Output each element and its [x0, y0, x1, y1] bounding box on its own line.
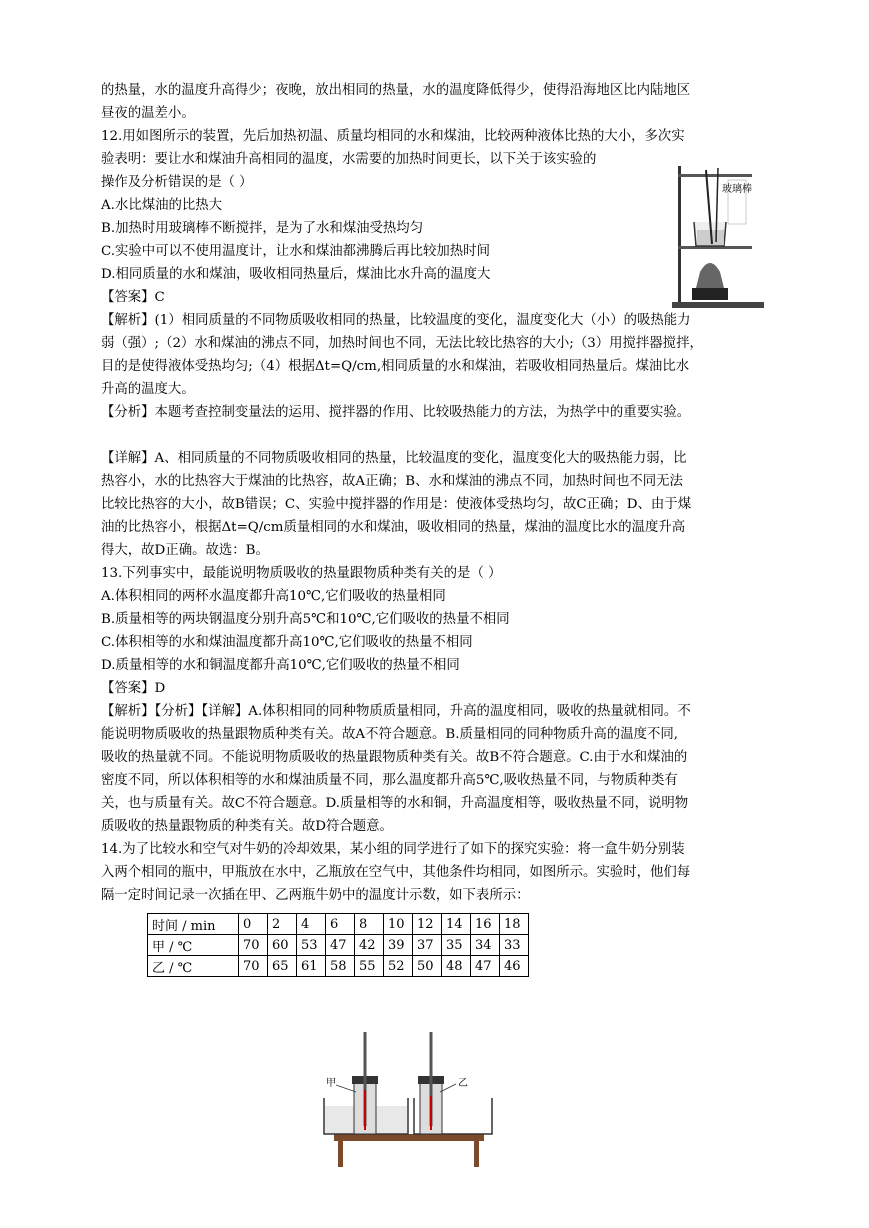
analysis: 【解析】(1）相同质量的不同物质吸收相同的热量，比较温度的变化，温度变化大（小）的吸热能力 — [101, 313, 691, 328]
text-line: 吸收的热量就不同。不能说明物质吸收的热量跟物质种类有关。故B不符合题意。C.由于水和煤油的 — [101, 750, 688, 765]
table-cell: 47 — [471, 956, 500, 977]
table-cell: 33 — [500, 935, 529, 956]
table-row — [148, 956, 529, 977]
table-cell: 18 — [500, 914, 529, 935]
table-cell: 8 — [355, 914, 384, 935]
text-line: 弱（强）;（2）水和煤油的沸点不同，加热时间也不同，无法比较比热容的大小;（3）用搅拌器搅拌， — [101, 336, 703, 351]
text-line: 的热量，水的温度升高得少；夜晚，放出相同的热量，水的温度降低得少，使得沿海地区比内陆地区 — [101, 83, 691, 98]
text-line: 隔一定时间记录一次插在甲、乙两瓶牛奶中的温度计示数，如下表所示： — [101, 888, 530, 903]
text-line: 验表明：要让水和煤油升高相同的温度，水需要的加热时间更长，以下关于该实验的 — [101, 152, 597, 167]
table-cell: 70 — [239, 956, 268, 977]
text-line: 升高的温度大。 — [101, 382, 195, 397]
table-cell: 60 — [268, 935, 297, 956]
answer: 【答案】C — [101, 290, 165, 305]
text-line: 热容小，水的比热容大于煤油的比热容，故A正确；B、水和煤油的沸点不同，加热时间也不同无法 — [101, 474, 683, 489]
table-cell: 35 — [442, 935, 471, 956]
analysis: 【解析】【分析】【详解】A.体积相同的同种物质质量相同，升高的温度相同，吸收的热量就相同。不 — [101, 704, 691, 719]
option-c: C.体积相等的水和煤油温度都升高10℃,它们吸收的热量不相同 — [101, 635, 473, 650]
option-a: A.体积相同的两杯水温度都升高10℃,它们吸收的热量相同 — [101, 589, 446, 604]
text-line: 能说明物质吸收的热量跟物质种类有关。故A不符合题意。B.质量相同的同种物质升高的温度不同, — [101, 727, 679, 742]
temperature-table — [147, 913, 529, 977]
table-cell: 34 — [471, 935, 500, 956]
table-cell: 65 — [268, 956, 297, 977]
figure-label: 甲 — [326, 1078, 336, 1089]
table-cell: 0 — [239, 914, 268, 935]
table-cell: 16 — [471, 914, 500, 935]
question-12-stem: 12.用如图所示的装置，先后加热初温、质量均相同的水和煤油，比较两种液体比热的大小，多次实 — [101, 129, 685, 144]
table-cell: 39 — [384, 935, 413, 956]
question-13-stem: 13.下列事实中，最能说明物质吸收的热量跟物质种类有关的是（ ） — [101, 566, 502, 581]
option-d: D.质量相等的水和铜温度都升高10℃,它们吸收的热量不相同 — [101, 658, 460, 673]
detail: 【详解】A、相同质量的不同物质吸收相同的热量，比较温度的变化，温度变化大的吸热能力弱，比 — [101, 451, 687, 466]
option-c: C.实验中可以不使用温度计，让水和煤油都沸腾后再比较加热时间 — [101, 244, 490, 259]
text-line: 比较比热容的大小，故B错误；C、实验中搅拌器的作用是：使液体受热均匀，故C正确；D、由于煤 — [101, 497, 692, 512]
table-cell: 47 — [326, 935, 355, 956]
text-line: 昼夜的温差小。 — [101, 106, 195, 121]
table-cell: 52 — [384, 956, 413, 977]
text-line: 油的比热容小，根据Δt=Q/cm质量相同的水和煤油，吸收相同的热量，煤油的温度比水的温度升高 — [101, 520, 686, 535]
table-cell: 42 — [355, 935, 384, 956]
table-row — [148, 914, 529, 935]
text-line: 得大，故D正确。故选：B。 — [101, 543, 269, 558]
row-header: 时间 / min — [148, 914, 239, 935]
row-header: 甲 / ℃ — [148, 935, 239, 956]
option-d: D.相同质量的水和煤油，吸收相同热量后，煤油比水升高的温度大 — [101, 267, 491, 282]
table-cell: 55 — [355, 956, 384, 977]
heating-apparatus-figure — [672, 162, 764, 312]
option-a: A.水比煤油的比热大 — [101, 198, 223, 213]
milk-cooling-figure — [316, 1030, 496, 1170]
row-header: 乙 / ℃ — [148, 956, 239, 977]
table-cell: 6 — [326, 914, 355, 935]
table-cell: 70 — [239, 935, 268, 956]
table-cell: 61 — [297, 956, 326, 977]
option-b: B.质量相等的两块钢温度分别升高5℃和10℃,它们吸收的热量不相同 — [101, 612, 510, 627]
figure-label: 乙 — [458, 1078, 468, 1089]
option-b: B.加热时用玻璃棒不断搅拌，是为了水和煤油受热均匀 — [101, 221, 424, 236]
figure-label: 玻璃棒 — [722, 184, 752, 195]
table-cell: 46 — [500, 956, 529, 977]
table-cell: 53 — [297, 935, 326, 956]
table-cell: 4 — [297, 914, 326, 935]
comment: 【分析】本题考查控制变量法的运用、搅拌器的作用、比较吸热能力的方法，为热学中的重要实验。 — [101, 405, 691, 420]
table-cell: 58 — [326, 956, 355, 977]
text-line: 入两个相同的瓶中，甲瓶放在水中，乙瓶放在空气中，其他条件均相同，如图所示。实验时，他们每 — [101, 865, 691, 880]
text-line: 目的是使得液体受热均匀;（4）根据Δt=Q/cm,相同质量的水和煤油，若吸收相同热量后。煤油比水 — [101, 359, 690, 374]
text-line: 操作及分析错误的是（ ） — [101, 175, 253, 190]
text-line: 密度不同，所以体积相等的水和煤油质量不同，那么温度都升高5℃,吸收热量不同，与物质种类有 — [101, 773, 678, 788]
table-cell: 37 — [413, 935, 442, 956]
table-cell: 12 — [413, 914, 442, 935]
text-line: 质吸收的热量跟物质的种类有关。故D符合题意。 — [101, 819, 393, 834]
table-cell: 2 — [268, 914, 297, 935]
table-cell: 50 — [413, 956, 442, 977]
table-cell: 48 — [442, 956, 471, 977]
table-row — [148, 935, 529, 956]
table-cell: 10 — [384, 914, 413, 935]
answer: 【答案】D — [101, 681, 166, 696]
text-line: 关，也与质量有关。故C不符合题意。D.质量相等的水和铜，升高温度相等，吸收热量不同，说明物 — [101, 796, 689, 811]
question-14-stem: 14.为了比较水和空气对牛奶的冷却效果，某小组的同学进行了如下的探究实验：将一盒牛奶分别装 — [101, 842, 685, 857]
table-cell: 14 — [442, 914, 471, 935]
